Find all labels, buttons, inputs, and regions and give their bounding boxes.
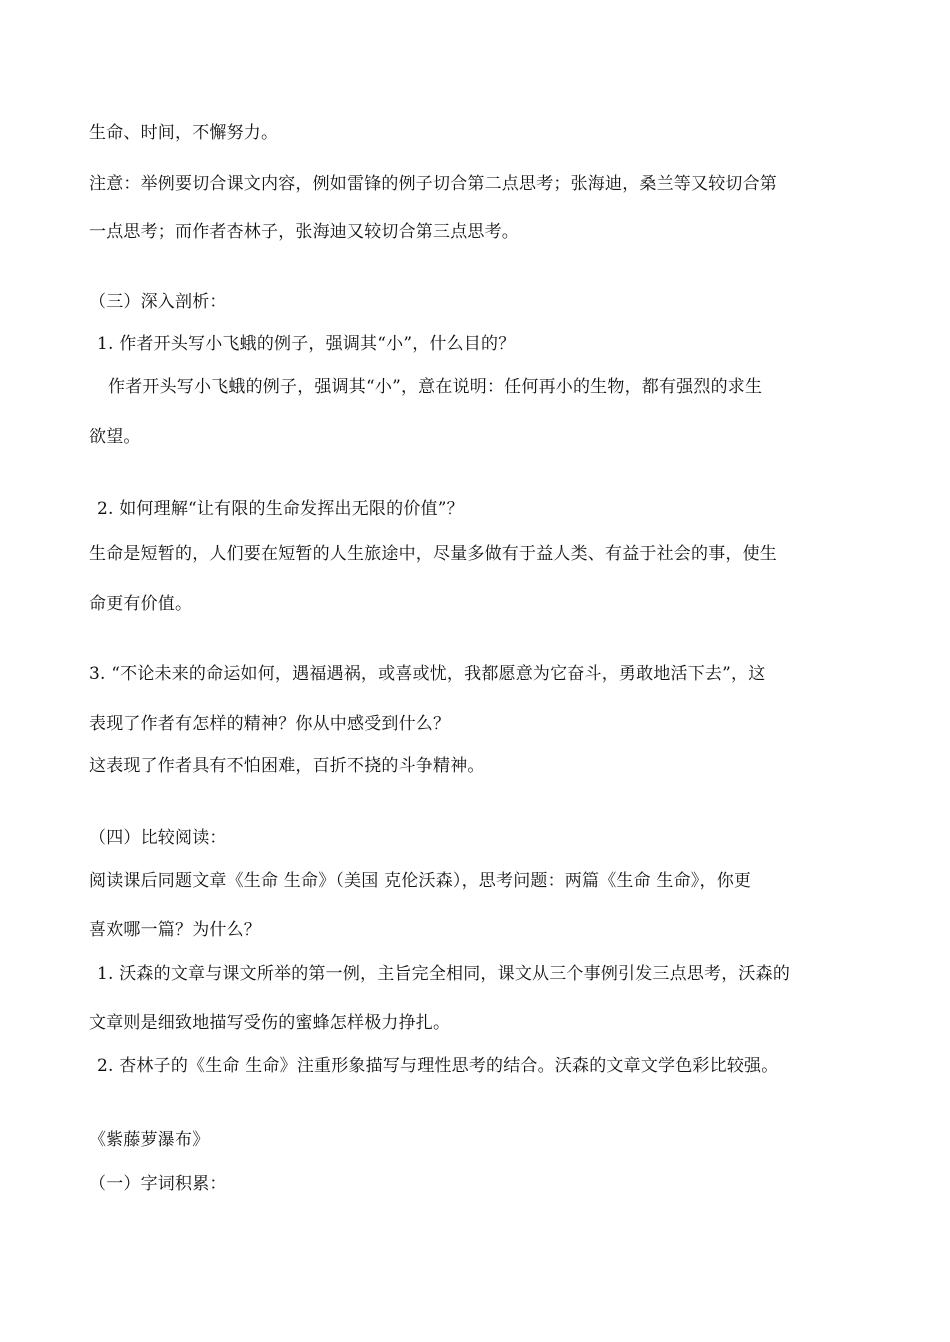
- paragraph-line: 注意：举例要切合课文内容，例如雷锋的例子切合第二点思考；张海迪，桑兰等又较切合第: [89, 174, 777, 194]
- answer-line: 2. 杏林子的《生命 生命》注重形象描写与理性思考的结合。沃森的文章文学色彩比较强。: [97, 1056, 779, 1076]
- section-heading: （三）深入剖析：: [89, 292, 227, 312]
- answer-line: 命更有价值。: [89, 594, 193, 614]
- section-heading: （一）字词积累：: [89, 1174, 227, 1194]
- question-line: 3. “不论未来的命运如何，遇福遇祸，或喜或忧，我都愿意为它奋斗，勇敢地活下去”，这: [89, 664, 766, 684]
- question-line: 2. 如何理解“让有限的生命发挥出无限的价值”？: [97, 499, 464, 519]
- paragraph-line: 喜欢哪一篇？为什么？: [89, 920, 261, 940]
- section-heading: （四）比较阅读：: [89, 828, 227, 848]
- lesson-title: 《紫藤萝瀑布》: [89, 1130, 210, 1150]
- answer-line: 作者开头写小飞蛾的例子，强调其“小”，意在说明：任何再小的生物，都有强烈的求生: [108, 377, 763, 397]
- answer-line: 生命是短暂的，人们要在短暂的人生旅途中，尽量多做有于益人类、有益于社会的事，使生: [89, 544, 777, 564]
- answer-line: 1. 沃森的文章与课文所举的第一例，主旨完全相同，课文从三个事例引发三点思考，沃森的: [97, 964, 791, 984]
- answer-line: 欲望。: [89, 427, 141, 447]
- paragraph-line: 生命、时间，不懈努力。: [89, 123, 279, 143]
- paragraph-line: 一点思考；而作者杏林子，张海迪又较切合第三点思考。: [89, 222, 519, 242]
- question-line: 表现了作者有怎样的精神？你从中感受到什么？: [89, 714, 451, 734]
- answer-line: 这表现了作者具有不怕困难，百折不挠的斗争精神。: [89, 756, 485, 776]
- question-line: 1. 作者开头写小飞蛾的例子，强调其“小”，什么目的？: [97, 334, 516, 354]
- paragraph-line: 阅读课后同题文章《生命 生命》（美国 克伦沃森），思考问题：两篇《生命 生命》，你更: [89, 871, 752, 891]
- answer-line: 文章则是细致地描写受伤的蜜蜂怎样极力挣扎。: [89, 1013, 451, 1033]
